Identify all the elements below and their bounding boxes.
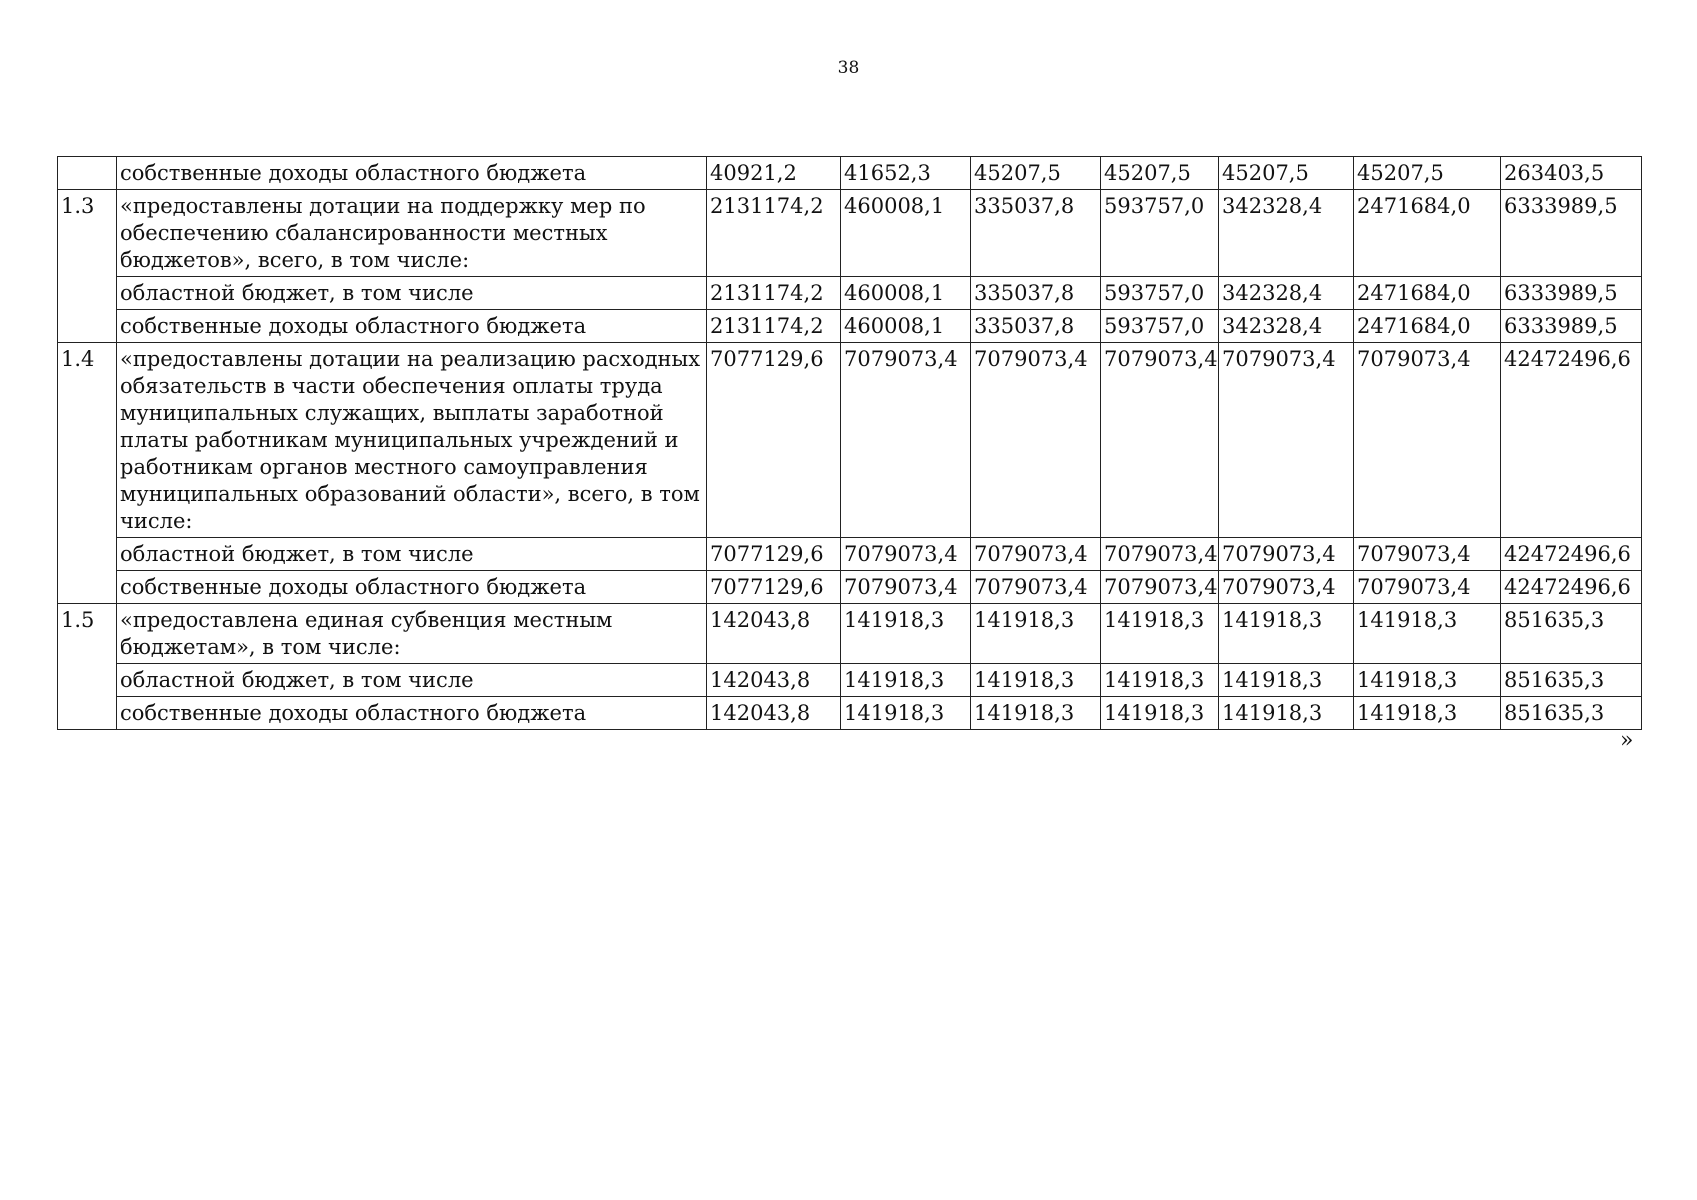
value-cell: 45207,5	[1219, 157, 1354, 190]
value-cell: 42472496,6	[1501, 343, 1642, 538]
item-number-cell: 1.3	[58, 190, 117, 343]
value-cell: 141918,3	[1101, 604, 1219, 664]
value-cell: 141918,3	[1354, 664, 1501, 697]
value-cell: 2131174,2	[707, 310, 841, 343]
value-cell: 41652,3	[841, 157, 971, 190]
value-cell: 6333989,5	[1501, 277, 1642, 310]
value-cell: 851635,3	[1501, 697, 1642, 730]
value-cell: 460008,1	[841, 277, 971, 310]
value-cell: 342328,4	[1219, 310, 1354, 343]
value-cell: 142043,8	[707, 697, 841, 730]
value-cell: 263403,5	[1501, 157, 1642, 190]
item-number-cell: 1.4	[58, 343, 117, 604]
table-body	[58, 157, 1642, 730]
value-cell: 141918,3	[1219, 604, 1354, 664]
value-cell: 7079073,4	[1101, 538, 1219, 571]
value-cell: 335037,8	[971, 310, 1101, 343]
value-cell: 7079073,4	[841, 343, 971, 538]
description-cell: «предоставлены дотации на реализацию расходных обязательств в части обеспечения оплаты труда муниципальных служащих, выплаты заработной платы работникам муниципальных учреждений и работникам органов местного самоуправления муниципальных образований области», всего, в том числе:	[117, 343, 707, 538]
value-cell: 460008,1	[841, 190, 971, 277]
value-cell: 141918,3	[1101, 697, 1219, 730]
table-row	[58, 664, 1642, 697]
value-cell: 141918,3	[1354, 604, 1501, 664]
value-cell: 2131174,2	[707, 190, 841, 277]
value-cell: 7079073,4	[1354, 571, 1501, 604]
value-cell: 141918,3	[841, 697, 971, 730]
description-cell: собственные доходы областного бюджета	[117, 310, 707, 343]
table-row	[58, 190, 1642, 277]
value-cell: 141918,3	[841, 664, 971, 697]
value-cell: 7079073,4	[971, 343, 1101, 538]
table-row	[58, 157, 1642, 190]
description-cell: областной бюджет, в том числе	[117, 664, 707, 697]
value-cell: 335037,8	[971, 277, 1101, 310]
budget-table	[57, 156, 1642, 730]
value-cell: 7077129,6	[707, 571, 841, 604]
value-cell: 141918,3	[1101, 664, 1219, 697]
value-cell: 2471684,0	[1354, 277, 1501, 310]
value-cell: 7079073,4	[1219, 571, 1354, 604]
value-cell: 593757,0	[1101, 190, 1219, 277]
value-cell: 7079073,4	[971, 571, 1101, 604]
value-cell: 141918,3	[971, 697, 1101, 730]
value-cell: 460008,1	[841, 310, 971, 343]
description-cell: собственные доходы областного бюджета	[117, 157, 707, 190]
value-cell: 7079073,4	[1219, 343, 1354, 538]
value-cell: 6333989,5	[1501, 190, 1642, 277]
description-cell: собственные доходы областного бюджета	[117, 571, 707, 604]
value-cell: 7077129,6	[707, 538, 841, 571]
value-cell: 141918,3	[841, 604, 971, 664]
value-cell: 7077129,6	[707, 343, 841, 538]
value-cell: 141918,3	[1354, 697, 1501, 730]
value-cell: 7079073,4	[1354, 538, 1501, 571]
value-cell: 7079073,4	[1354, 343, 1501, 538]
value-cell: 2471684,0	[1354, 310, 1501, 343]
value-cell: 851635,3	[1501, 664, 1642, 697]
page-number: 38	[837, 58, 860, 78]
value-cell: 141918,3	[971, 664, 1101, 697]
value-cell: 7079073,4	[971, 538, 1101, 571]
table-row	[58, 604, 1642, 664]
value-cell: 7079073,4	[841, 538, 971, 571]
table-row	[58, 538, 1642, 571]
table-row	[58, 571, 1642, 604]
value-cell: 42472496,6	[1501, 571, 1642, 604]
value-cell: 7079073,4	[1219, 538, 1354, 571]
table-row	[58, 697, 1642, 730]
value-cell: 851635,3	[1501, 604, 1642, 664]
item-number-cell	[58, 157, 117, 190]
description-cell: областной бюджет, в том числе	[117, 277, 707, 310]
value-cell: 142043,8	[707, 664, 841, 697]
table-row	[58, 343, 1642, 538]
value-cell: 2471684,0	[1354, 190, 1501, 277]
item-number-cell: 1.5	[58, 604, 117, 730]
description-cell: «предоставлена единая субвенция местным бюджетам», в том числе:	[117, 604, 707, 664]
value-cell: 45207,5	[1354, 157, 1501, 190]
value-cell: 335037,8	[971, 190, 1101, 277]
value-cell: 7079073,4	[1101, 343, 1219, 538]
table-row	[58, 310, 1642, 343]
closing-quote-mark: »	[1620, 728, 1634, 753]
value-cell: 7079073,4	[841, 571, 971, 604]
value-cell: 141918,3	[971, 604, 1101, 664]
table-row	[58, 277, 1642, 310]
description-cell: областной бюджет, в том числе	[117, 538, 707, 571]
value-cell: 141918,3	[1219, 697, 1354, 730]
value-cell: 342328,4	[1219, 190, 1354, 277]
description-cell: собственные доходы областного бюджета	[117, 697, 707, 730]
value-cell: 45207,5	[971, 157, 1101, 190]
value-cell: 142043,8	[707, 604, 841, 664]
value-cell: 2131174,2	[707, 277, 841, 310]
value-cell: 342328,4	[1219, 277, 1354, 310]
value-cell: 40921,2	[707, 157, 841, 190]
description-cell: «предоставлены дотации на поддержку мер по обеспечению сбалансированности местных бюджетов», всего, в том числе:	[117, 190, 707, 277]
value-cell: 7079073,4	[1101, 571, 1219, 604]
value-cell: 6333989,5	[1501, 310, 1642, 343]
value-cell: 593757,0	[1101, 277, 1219, 310]
value-cell: 45207,5	[1101, 157, 1219, 190]
value-cell: 141918,3	[1219, 664, 1354, 697]
value-cell: 42472496,6	[1501, 538, 1642, 571]
value-cell: 593757,0	[1101, 310, 1219, 343]
